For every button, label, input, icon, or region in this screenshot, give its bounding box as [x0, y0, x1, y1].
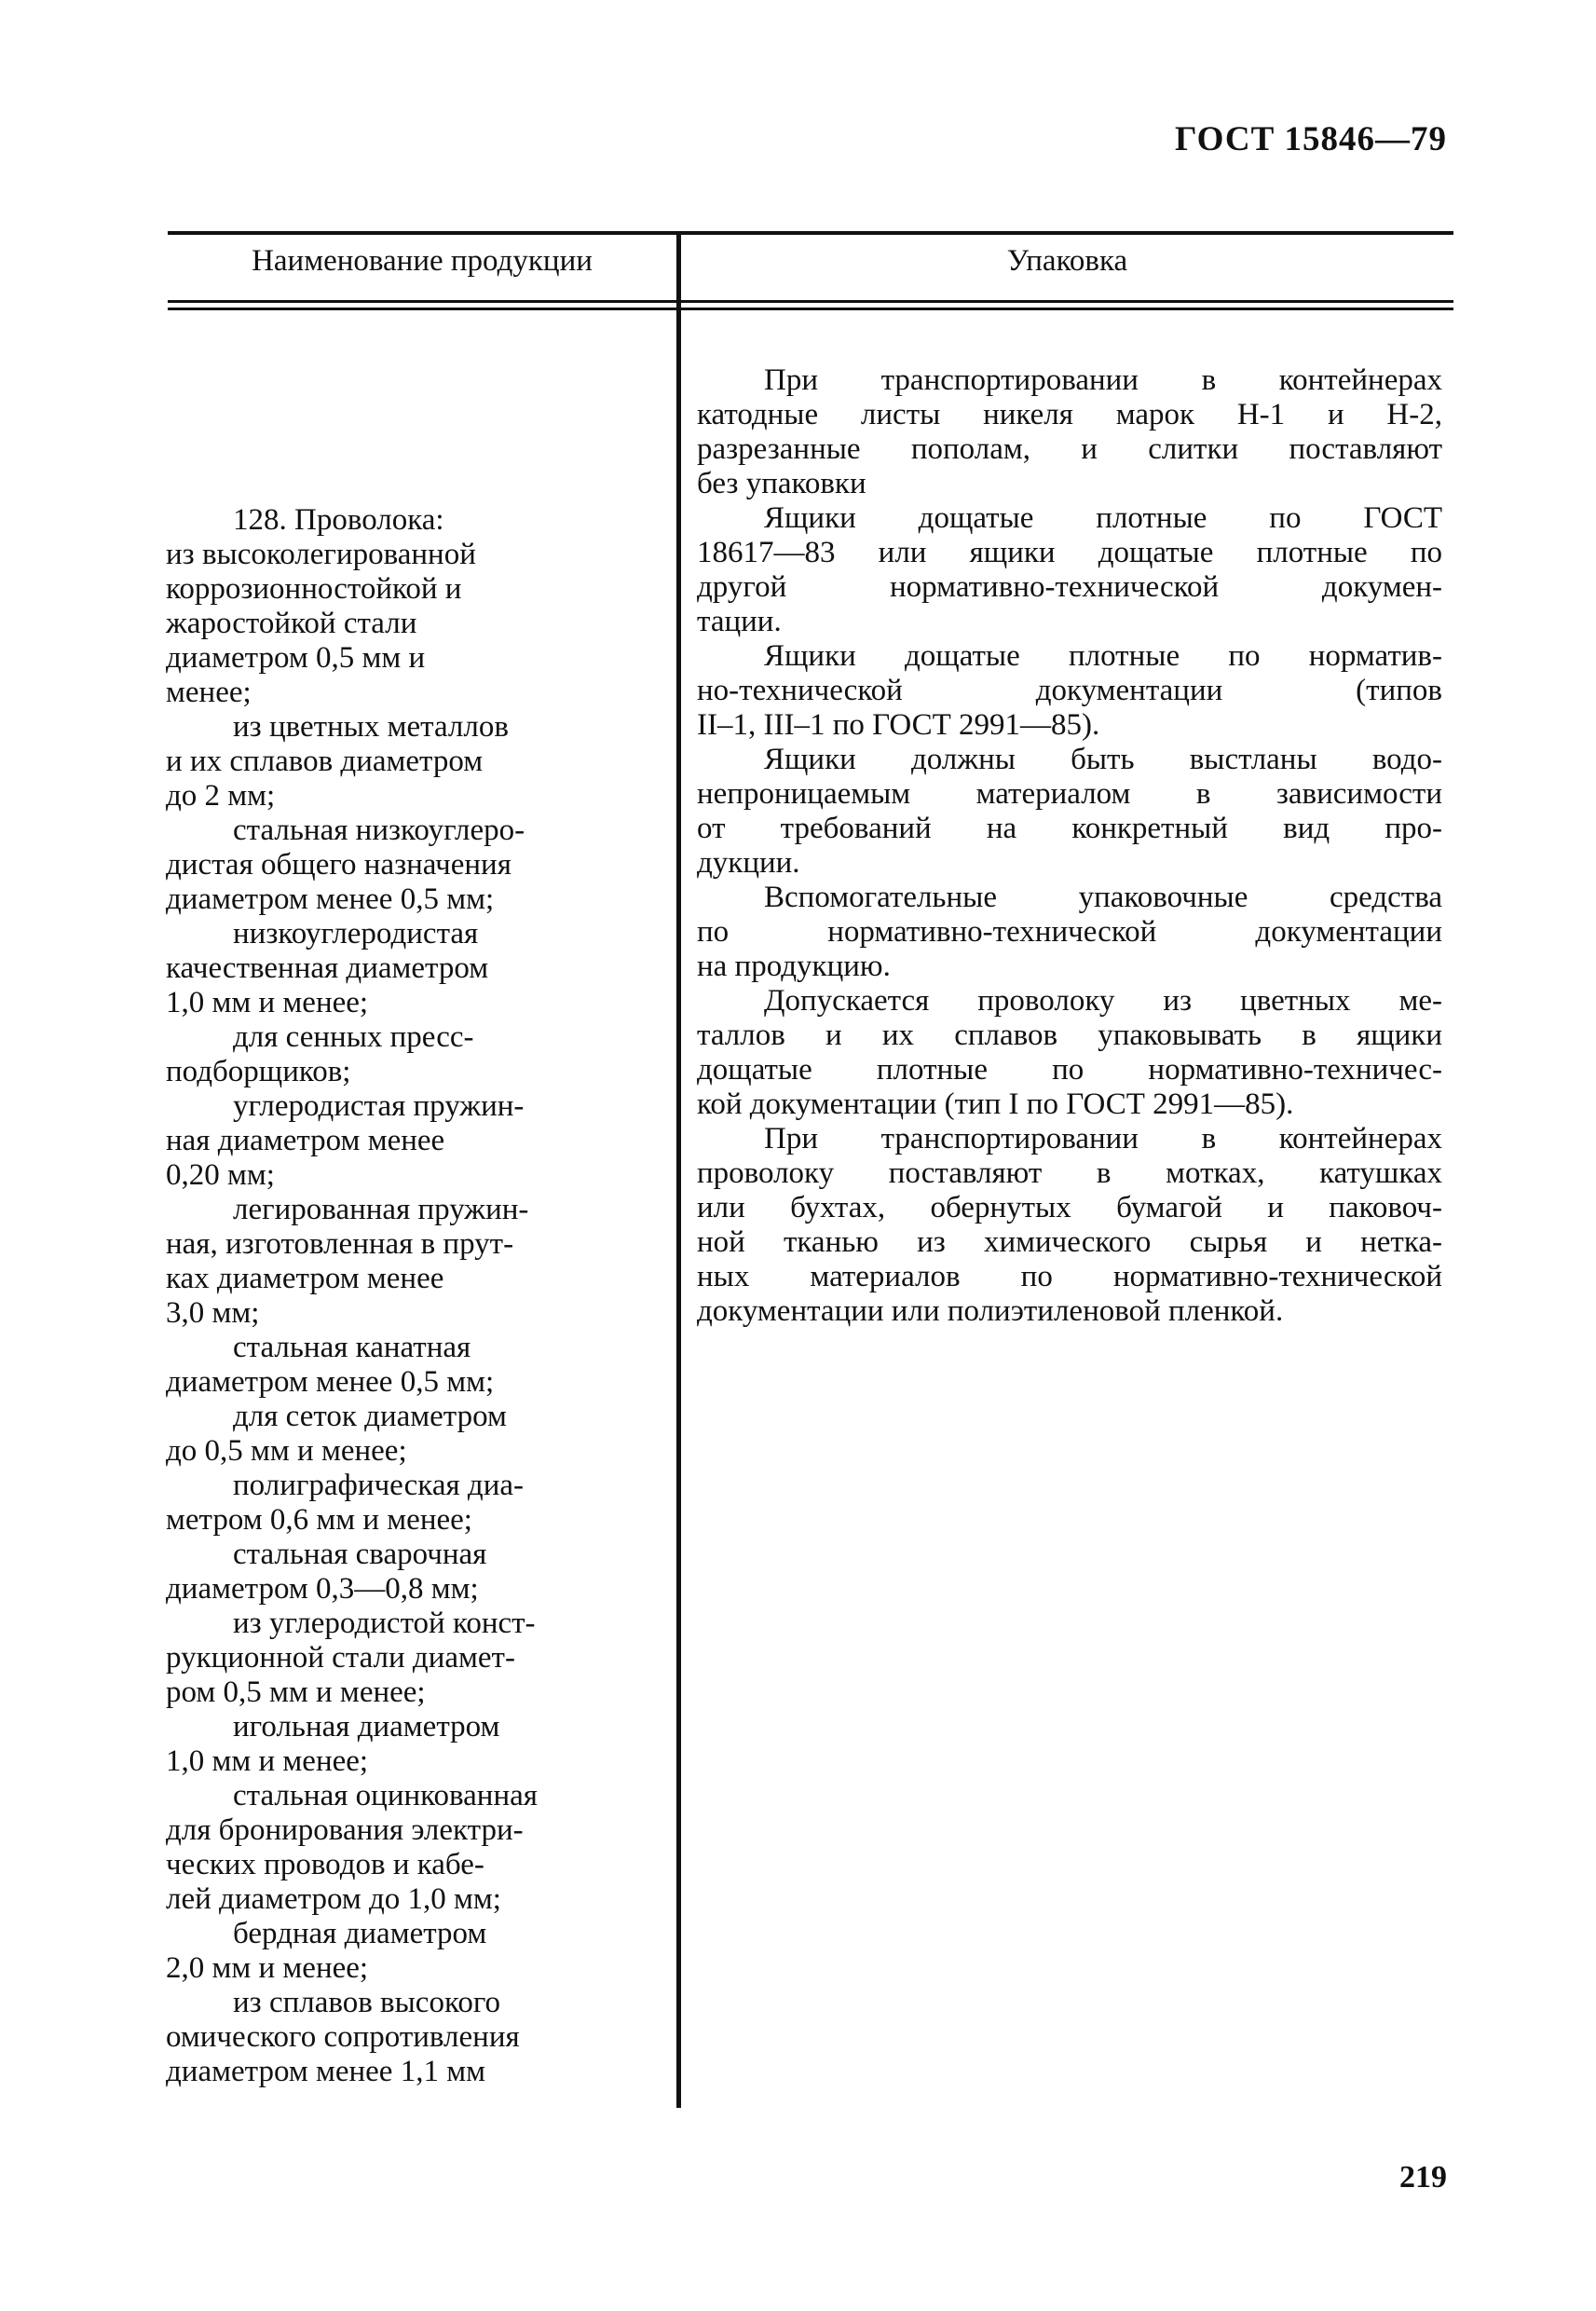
packaging-text-line: При транспортировании в контейнерах	[764, 1122, 1442, 1156]
product-text-line: рукционной стали диамет-	[166, 1641, 515, 1675]
packaging-text-line: без упаковки	[697, 467, 866, 500]
packaging-text-line: Ящики дощатые плотные по норматив-	[764, 639, 1442, 673]
column-header-packaging: Упаковка	[1006, 244, 1128, 278]
packaging-text-line: Допускается проволоку из цветных ме-	[764, 984, 1442, 1018]
document-header-code: ГОСТ 15846—79	[1175, 120, 1447, 158]
product-text-line: бердная диаметром	[233, 1917, 487, 1950]
packaging-text-line: другой нормативно-технической докумен-	[697, 570, 1442, 604]
product-text-line: из углеродистой конст-	[233, 1607, 536, 1640]
product-text-line: лей диаметром до 1,0 мм;	[166, 1882, 501, 1916]
product-text-line: до 2 мм;	[166, 779, 276, 813]
product-text-line: для сенных пресс-	[233, 1020, 474, 1054]
column-divider	[676, 235, 681, 2108]
product-text-line: диаметром 0,5 мм и	[166, 641, 426, 675]
product-text-line: углеродистая пружин-	[233, 1089, 525, 1123]
packaging-text-line: Ящики дощатые плотные по ГОСТ	[764, 501, 1442, 535]
packaging-text-line: непроницаемым материалом в зависимости	[697, 777, 1442, 811]
product-text-line: дистая общего назначения	[166, 848, 512, 882]
product-text-line: 1,0 мм и менее;	[166, 1744, 369, 1778]
product-text-line: стальная низкоуглеро-	[233, 814, 525, 847]
packaging-text-line: таллов и их сплавов упаковывать в ящики	[697, 1019, 1442, 1052]
product-text-line: стальная сварочная	[233, 1538, 487, 1571]
packaging-text-line: 18617—83 или ящики дощатые плотные по	[697, 536, 1442, 569]
packaging-text-line: катодные листы никеля марок Н-1 и Н-2,	[697, 398, 1442, 431]
product-text-line: диаметром менее 0,5 мм;	[166, 1365, 495, 1399]
packaging-text-line: но-технической документации (типов	[697, 674, 1442, 707]
packaging-text-line: дукции.	[697, 846, 800, 880]
product-text-line: 1,0 мм и менее;	[166, 986, 369, 1019]
product-text-line: и их сплавов диаметром	[166, 745, 484, 778]
packaging-text-line: При транспортировании в контейнерах	[764, 363, 1442, 397]
product-text-line: диаметром менее 1,1 мм	[166, 2055, 485, 2088]
product-text-line: ная, изготовленная в прут-	[166, 1227, 514, 1261]
packaging-text-line: II–1, III–1 по ГОСТ 2991—85).	[697, 708, 1100, 742]
product-text-line: стальная оцинкованная	[233, 1779, 538, 1812]
packaging-text-line: по нормативно-технической документации	[697, 915, 1442, 949]
product-column-text	[166, 503, 632, 2089]
product-text-line: жаростойкой стали	[166, 607, 417, 640]
product-text-line: 0,20 мм;	[166, 1158, 275, 1192]
product-text-line: из высоколегированной	[166, 538, 476, 571]
product-text-line: игольная диаметром	[233, 1710, 500, 1744]
packaging-text-line: или бухтах, обернутых бумагой и паковоч-	[697, 1191, 1442, 1224]
page-number: 219	[1399, 2160, 1447, 2195]
header-double-rule-top	[168, 300, 1453, 303]
product-text-line: для бронирования электри-	[166, 1813, 524, 1847]
product-text-line: 128. Проволока:	[233, 503, 444, 537]
product-text-line: ная диаметром менее	[166, 1124, 445, 1157]
packaging-text-line: тации.	[697, 605, 782, 638]
product-text-line: омического сопротивления	[166, 2020, 520, 2054]
packaging-text-line: от требований на конкретный вид про-	[697, 812, 1442, 845]
product-text-line: менее;	[166, 676, 252, 709]
packaging-text-line: ной тканью из химического сырья и нетка-	[697, 1225, 1442, 1259]
packaging-text-line: проволоку поставляют в мотках, катушках	[697, 1156, 1442, 1190]
product-text-line: подборщиков;	[166, 1055, 351, 1088]
packaging-text-line: Ящики должны быть выстланы водо-	[764, 743, 1442, 776]
product-text-line: ках диаметром менее	[166, 1262, 444, 1295]
product-text-line: метром 0,6 мм и менее;	[166, 1503, 472, 1537]
product-text-line: из сплавов высокого	[233, 1986, 501, 2019]
product-text-line: диаметром 0,3—0,8 мм;	[166, 1572, 479, 1606]
packaging-text-line: кой документации (тип I по ГОСТ 2991—85).	[697, 1087, 1294, 1121]
product-text-line: из цветных металлов	[233, 710, 509, 744]
product-text-line: полиграфическая диа-	[233, 1469, 524, 1502]
product-text-line: 2,0 мм и менее;	[166, 1951, 369, 1985]
packaging-column-text	[697, 363, 1442, 1329]
packaging-text-line: на продукцию.	[697, 950, 891, 983]
packaging-text-line: Вспомогательные упаковочные средства	[764, 881, 1442, 914]
packaging-text-line: ных материалов по нормативно-технической	[697, 1260, 1442, 1293]
column-header-product: Наименование продукции	[252, 244, 593, 278]
product-text-line: диаметром менее 0,5 мм;	[166, 882, 495, 916]
product-text-line: ром 0,5 мм и менее;	[166, 1675, 426, 1709]
product-text-line: для сеток диаметром	[233, 1400, 507, 1433]
product-text-line: 3,0 мм;	[166, 1296, 260, 1330]
packaging-text-line: разрезанные пополам, и слитки поставляют	[697, 432, 1442, 466]
product-text-line: ческих проводов и кабе-	[166, 1848, 484, 1881]
table-top-rule	[168, 231, 1453, 235]
product-text-line: легированная пружин-	[233, 1193, 529, 1226]
product-text-line: низкоуглеродистая	[233, 917, 479, 950]
packaging-text-line: дощатые плотные по нормативно-техничес-	[697, 1053, 1442, 1087]
header-double-rule-bottom	[168, 308, 1453, 310]
product-text-line: качественная диаметром	[166, 951, 489, 985]
product-text-line: коррозионностойкой и	[166, 572, 462, 606]
packaging-text-line: документации или полиэтиленовой пленкой.	[697, 1294, 1284, 1328]
product-text-line: стальная канатная	[233, 1331, 471, 1364]
product-text-line: до 0,5 мм и менее;	[166, 1434, 407, 1468]
